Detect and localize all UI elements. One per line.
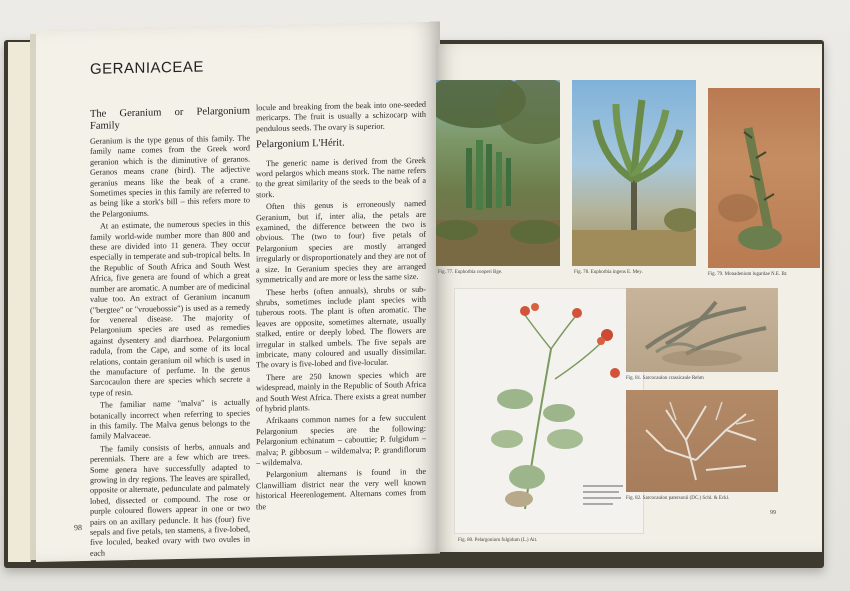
photo-sarcocaulon-patersonii [626, 390, 778, 492]
photo-monadenium-lugardae [708, 88, 820, 268]
monadenium-icon [708, 88, 820, 268]
paragraph: Pelargonium alternans is found in the Clanwilliam district near the very well known historical Heerenlogement. Alternans comes from the [256, 467, 426, 512]
left-column-1 [90, 106, 250, 562]
spine-strip [8, 42, 31, 562]
euphorbia-cooperi-icon [436, 80, 560, 266]
paragraph: locule and breaking from the beak into one-seeded mericarps. The fruit is usually a schizocarp with pendulous seeds. The ovary is superior. [256, 99, 426, 134]
paragraph: The familiar name "malva" is actually botanically incorrect when referring to species in this family. The Malva genus belongs to the family Malvaceae. [90, 397, 250, 442]
left-page [36, 22, 440, 562]
paragraph: At an estimate, the numerous species in this family world-wide number more than 800 and these are divided into 11 genera. They occur especially in temperate and sub-tropical belts. In the Republic of South Africa and South West Africa, five genera are found of which a great number are aromatic. A number are of medicinal value too. An extract of Geranium incanum ("bergtee" or "vrouebossie") is used as a remedy for venereal disease. The majority of Pelargonium species are used as remedies against dysentery and diarrhoea. Pelargonium radula, from the Cape, and some of its local relations, contain geranium oil which is used in the manufacture of perfume. In the genus Sarcocaulon there are species which secrete a type of resin. [90, 218, 250, 398]
paragraph: Geranium is the type genus of this family. The family name comes from the Greek word geranion which is the diminutive of geranos. Geranos means crane (bird). The adjective geranius means like the beak of a crane. Sometimes species in this family are referred to as being like a stork's bill – this refers more to the Pelargoniums. [90, 133, 250, 219]
pelargonium-icon [455, 289, 643, 533]
paragraph: These herbs (often annuals), shrubs or sub-shrubs, sometimes include plant species with tuberous roots. The plant is often aromatic. The leaves are opposite, sometimes alternate, usually stalked, entire or deeply lobed. The flowers are irregular in stalked umbels. The five sepals are imbricate, many coloured and usually dissimilar. The ovary is five-lobed and five-locular. [256, 284, 426, 370]
caption-fig77: Fig. 77. Euphorbia cooperi Bge. [438, 270, 503, 275]
caption-fig78: Fig. 78. Euphorbia ingens E. Mey. [574, 270, 643, 275]
sarcocaulon-patersonii-icon [626, 390, 778, 492]
left-column-2 [256, 100, 426, 515]
right-page [436, 44, 822, 552]
caption-fig81: Fig. 81. Sarcocaulon crassicaule Rehm [626, 376, 704, 381]
page-number-right: 99 [770, 510, 776, 516]
sarcocaulon-crassicaule-icon [626, 288, 778, 372]
photo-sarcocaulon-crassicaule [626, 288, 778, 372]
euphorbia-ingens-icon [572, 80, 696, 266]
caption-fig79: Fig. 79. Monadenium lugardae N.E. Br. [708, 272, 788, 277]
page-number-left: 98 [74, 523, 82, 533]
caption-fig80: Fig. 80. Pelargonium fulgidum (L.) Ait. [458, 538, 538, 543]
paragraph: There are 250 known species which are widespread, mainly in the Republic of South Africa and South West Africa. There exists a great number of hybrid plants. [256, 369, 426, 414]
family-heading: GERANIACEAE [90, 58, 204, 78]
paragraph: Afrikaans common names for a few succulent Pelargonium species are the following: Pelargonium echinatum – cabouttie; P. fulgidum – malva; P. gibbosum – wildemalva; P. grandiflorum – wildemalva. [256, 413, 426, 468]
paragraph: Often this genus is erroneously named Geranium, but if, inter alia, the petals are examined, the difference between the two is obvious. The (two to four) five petals of Pelargonium species are mostly arranged irregularly or disproportionately and they are not of a size. In Geranium species they are arranged symmetrically and are more or less the same size. [256, 199, 426, 285]
section-title: The Geranium or Pelargonium Family [90, 105, 250, 132]
paragraph: The family consists of herbs, annuals and perennials. There are a few which are trees. Some genera have successfully adapted to growing in dry regions. The leaves are spiralled, opposite or alternate, pedunculate and palmately lobed, dissected or compound. The rose or purple coloured flowers appear in one or two pairs on an axillary peduncle. It has (four) five sepals and five petals, ten stamens, a five-lobed, five loculed, beaked ovary with two ovules in each [90, 441, 250, 558]
caption-fig82: Fig. 82. Sarcocaulon patersonii (DC.) Schl. & Eckl. [626, 496, 730, 501]
photo-euphorbia-ingens [572, 80, 696, 266]
genus-title: Pelargonium L'Hérit. [256, 137, 345, 151]
illustration-pelargonium-fulgidum [454, 288, 644, 534]
paragraph: The generic name is derived from the Greek word pelargos which means stork. The name refers to the great similarity of the seeds to the beak of a stork. [256, 155, 426, 200]
photo-euphorbia-cooperi [436, 80, 560, 266]
